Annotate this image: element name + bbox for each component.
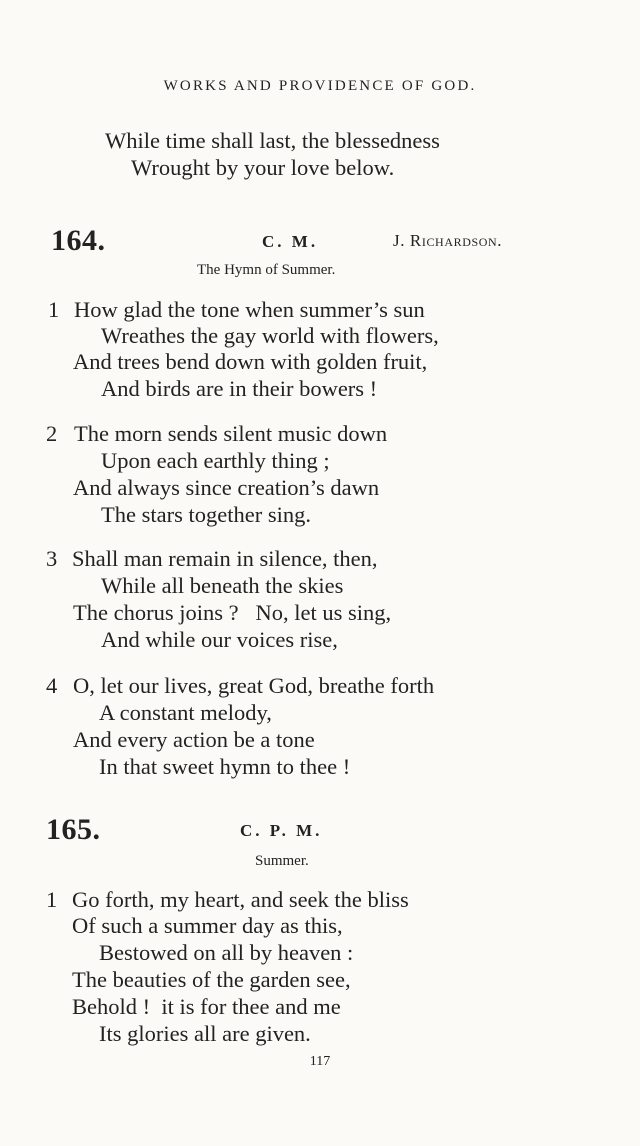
verse-line: Wreathes the gay world with flowers, bbox=[101, 323, 439, 348]
hymn-meter: C. M. bbox=[262, 232, 319, 251]
hymn-number: 164. bbox=[51, 224, 106, 257]
hymn-title: The Hymn of Summer. bbox=[197, 262, 336, 278]
hymn-number: 165. bbox=[46, 813, 101, 846]
verse-line: The chorus joins ? No, let us sing, bbox=[73, 600, 392, 625]
stanza-number: 2 bbox=[46, 421, 58, 446]
verse-line: And every action be a tone bbox=[73, 727, 315, 752]
stanza-number: 1 bbox=[46, 887, 58, 912]
verse-line: And always since creation’s dawn bbox=[73, 475, 380, 500]
verse-line: The beauties of the garden see, bbox=[72, 967, 351, 992]
verse-line: Behold ! it is for thee and me bbox=[72, 994, 341, 1019]
verse-line: The stars together sing. bbox=[101, 502, 311, 527]
hymn-meter: C. P. M. bbox=[240, 821, 323, 840]
verse-line: The morn sends silent music down bbox=[74, 421, 388, 446]
verse-line: And birds are in their bowers ! bbox=[101, 376, 378, 401]
stanza-number: 1 bbox=[48, 297, 60, 322]
verse-line: Shall man remain in silence, then, bbox=[72, 546, 378, 571]
verse-line: Go forth, my heart, and seek the bliss bbox=[72, 887, 409, 912]
verse-line: And trees bend down with golden fruit, bbox=[73, 349, 428, 374]
verse-line: A constant melody, bbox=[99, 700, 272, 725]
running-head: WORKS AND PROVIDENCE OF GOD. bbox=[163, 78, 477, 94]
verse-line: How glad the tone when summer’s sun bbox=[74, 297, 425, 322]
verse-line: In that sweet hymn to thee ! bbox=[99, 754, 351, 779]
hymn-title: Summer. bbox=[255, 853, 309, 869]
verse-line: While all beneath the skies bbox=[101, 573, 344, 598]
page-number: 117 bbox=[309, 1054, 331, 1069]
carryover-line: While time shall last, the blessedness bbox=[105, 128, 440, 153]
stanza-number: 3 bbox=[46, 546, 58, 571]
verse-line: O, let our lives, great God, breathe forth bbox=[73, 673, 435, 698]
carryover-line: Wrought by your love below. bbox=[131, 155, 395, 180]
verse-line: Its glories all are given. bbox=[99, 1021, 311, 1046]
stanza-number: 4 bbox=[46, 673, 58, 698]
verse-line: And while our voices rise, bbox=[101, 627, 338, 652]
verse-line: Upon each earthly thing ; bbox=[101, 448, 330, 473]
verse-line: Of such a summer day as this, bbox=[72, 913, 343, 938]
verse-line: Bestowed on all by heaven : bbox=[99, 940, 354, 965]
hymn-author: J. Richardson. bbox=[393, 231, 503, 250]
